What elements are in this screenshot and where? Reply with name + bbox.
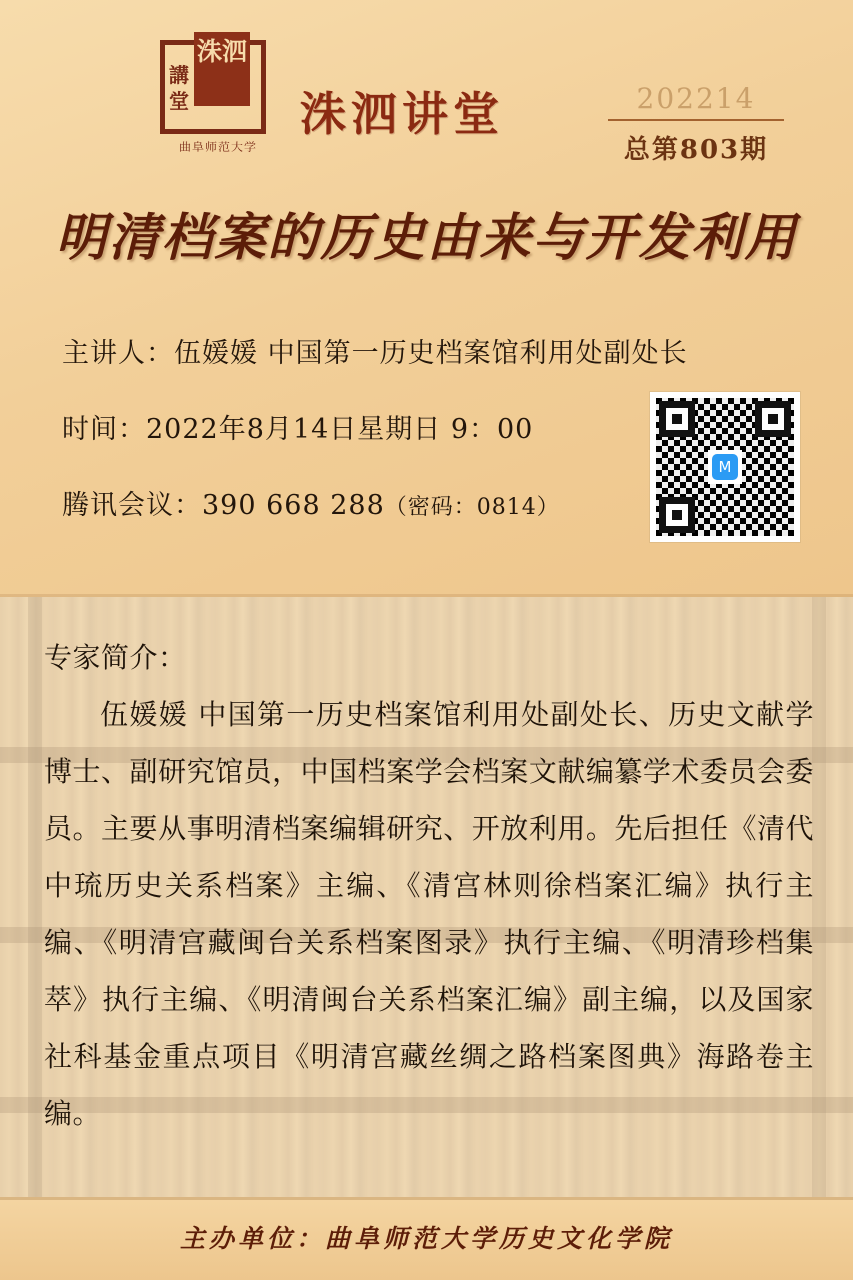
qr-finder-top-left: [659, 401, 695, 437]
bio-body: 伍媛媛 中国第一历史档案馆利用处副处长、历史文献学博士、副研究馆员，中国档案学会档案文献编纂学术委员会委员。主要从事明清档案编辑研究、开放利用。先后担任《清代中琉历史关系档案》主编、《清宫林则徐档案汇编》执行主编、《明清宫藏闽台关系档案图录》执行主编、《明清珍档集萃》执行主编、《明清闽台关系档案汇编》副主编，以及国家社科基金重点项目《明清宫藏丝绸之路档案图典》海路卷主编。: [44, 698, 814, 1130]
logo-hall-characters: 講堂: [169, 63, 189, 113]
lecture-series-logo: [152, 37, 280, 162]
poster-header-section: [0, 0, 853, 597]
qr-code-pattern: [656, 398, 794, 536]
meeting-password: （密码：0814）: [384, 495, 560, 520]
time-line: 时间：2022年8月14日星期日 9：00: [62, 414, 534, 445]
speaker-line: 主讲人：伍媛媛 中国第一历史档案馆利用处副处长: [62, 338, 688, 369]
meeting-id: 腾讯会议：390 668 288: [62, 490, 385, 521]
issue-number: 总第803期: [623, 135, 769, 165]
qr-finder-top-right: [755, 401, 791, 437]
page-title: 明清档案的历史由来与开发利用: [55, 208, 798, 268]
bio-label: 专家简介：: [44, 641, 187, 674]
qr-finder-bottom-left: [659, 497, 695, 533]
brand-row: [0, 26, 853, 176]
poster-footer-section: [0, 1197, 853, 1280]
issue-divider: [608, 119, 784, 121]
qr-center-logo: [708, 450, 742, 484]
brand-title: 洙泗讲堂: [300, 87, 504, 141]
logo-university-name: 曲阜师范大学: [178, 140, 257, 154]
speaker-bio: [44, 629, 814, 1142]
qr-code[interactable]: [650, 392, 800, 542]
logo-seal: 洙泗: [194, 32, 250, 106]
organizer-line: 主办单位：曲阜师范大学历史文化学院: [179, 1224, 673, 1253]
issue-year: 202214: [636, 82, 756, 115]
poster-bio-section: [0, 597, 853, 1197]
meeting-app-icon: M: [712, 454, 738, 480]
issue-block: [596, 82, 796, 166]
